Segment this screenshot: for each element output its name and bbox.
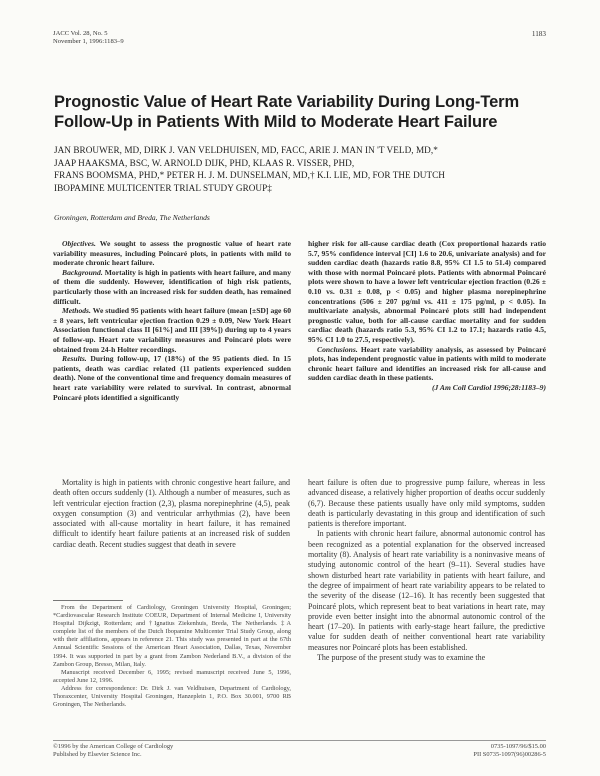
body-paragraph: Mortality is high in patients with chronic congestive heart failure, and death often occurs suddenly (1). Although a number of measures, such as left ventricular ejection fraction (2,3), plasma norepinephrine (4,5), peak oxygen consumption (3) and ventricular arrhythmias (2), have been associated with all-cause mortality in heart failure, it has remained difficult to identify heart failure patients at an increased risk of sudden cardiac death. Recent studies suggest that death in severe — [53, 478, 290, 549]
copyright-block — [53, 743, 173, 759]
bottom-divider — [53, 740, 546, 741]
footnote-affiliations: From the Department of Cardiology, Groningen University Hospital, Groningen; *Cardiovascular Research Institute COEUR, Department of Internal Medicine I, University Hospital Dijkzigt, Rotterdam; and †Ignatius Ziekenhuis, Breda, The Netherlands. ‡A complete list of the members of the Dutch Ibopamine Multicenter Trial Study Group, along with their affiliations, appears in reference 21. This study was presented in part at the 67th Annual Scientific Sessions of the American Heart Association, Dallas, Texas, November 1994. It was supported in part by a grant from Zambon Nederland B.V., a division of the Zambon Group, Bresso, Milan, Italy. — [53, 604, 291, 668]
footnote-manuscript-dates: Manuscript received December 6, 1995; revised manuscript received June 5, 1996, accepted June 12, 1996. — [53, 668, 291, 684]
abstract-column-left — [53, 239, 291, 402]
abstract-label: Conclusions. — [317, 344, 358, 354]
page-number: 1183 — [531, 30, 546, 38]
body-column-left — [53, 478, 290, 550]
abstract-text: Mortality is high in patients with heart failure, and many of them die suddenly. However, identification of high risk patients, particularly those with an increased risk for sudden death, has remained difficult. — [53, 267, 291, 306]
abstract-conclusions — [308, 345, 546, 383]
author-line: FRANS BOOMSMA, PHD,* PETER H. J. M. DUNSELMAN, MD,† K.I. LIE, MD, FOR THE DUTCH — [54, 170, 445, 180]
journal-volume: JACC Vol. 28, No. 5 — [53, 30, 108, 37]
abstract-results — [53, 354, 291, 402]
author-list — [54, 144, 574, 194]
article-title: Prognostic Value of Heart Rate Variability During Long-Term Follow-Up in Patients With Mild to Moderate Heart Failure — [54, 93, 520, 131]
abstract-label: Methods. — [62, 306, 91, 316]
abstract-text: We sought to assess the prognostic value of heart rate variability measures, including Poincaré plots, in patients with mild to moderate chronic heart failure. — [53, 239, 291, 268]
abstract-objectives — [53, 239, 291, 268]
pii-line: PII S0735-1097(96)00286-5 — [473, 750, 546, 758]
abstract-text: We studied 95 patients with heart failure (mean [±SD] age 60 ± 8 years, left ventricular ejection fraction 0.29 ± 0.09, New York Heart Association functional class II [61%] and III [39%]) during up to 4 years of follow-up. Heart rate variability measures and Poincaré plots were obtained from 24-h Holter recordings. — [53, 306, 291, 354]
author-line: JAAP HAAKSMA, BSC, W. ARNOLD DIJK, PHD, KLAAS R. VISSER, PHD, — [54, 157, 355, 168]
issn-line: 0735-1097/96/$15.00 — [490, 743, 546, 750]
body-paragraph: heart failure is often due to progressive pump failure, whereas in less advanced disease, a relatively higher proportion of deaths occur suddenly (6,7). Because these patients usually have only mild symptoms, sudden death is particularly devastating in this group and identification of such patients is therefore important. — [308, 478, 545, 529]
body-paragraph: The purpose of the present study was to examine the — [317, 653, 486, 663]
footnotes — [53, 604, 291, 709]
copyright-line: ©1996 by the American College of Cardiology — [53, 743, 174, 750]
issn-block — [430, 743, 546, 759]
footnote-correspondence: Address for correspondence: Dr. Dirk J. van Veldhuisen, Department of Cardiology, Thoraxcenter, University Hospital Groningen, Hanzeplein 1, P.O. Box 30.001, 9700 RB Groningen, The Netherlands. — [53, 684, 291, 709]
author-line: IBOPAMINE MULTICENTER TRIAL STUDY GROUP‡ — [54, 182, 272, 193]
abstract-text: Heart rate variability analysis, as assessed by Poincaré plots, has independent prognostic value in patients with mild to moderate chronic heart failure and identifies an increased risk for all-cause and sudden cardiac death in these patients. — [308, 344, 546, 383]
journal-header — [53, 30, 124, 46]
affiliation: Groningen, Rotterdam and Breda, The Netherlands — [54, 213, 210, 222]
abstract-column-right — [308, 239, 546, 393]
abstract-results-continued — [308, 239, 546, 345]
abstract-label: Objectives. — [62, 239, 96, 248]
journal-citation: (J Am Coll Cardiol 1996;28:1183–9) — [431, 382, 546, 392]
publisher-line: Published by Elsevier Science Inc. — [53, 750, 142, 758]
abstract-label: Background. — [62, 267, 103, 277]
abstract-background — [53, 268, 291, 306]
journal-date: November 1, 1996:1183–9 — [53, 38, 124, 45]
abstract-label: Results. — [62, 354, 87, 364]
author-line: JAN BROUWER, MD, DIRK J. VAN VELDHUISEN, MD, FACC, ARIE J. MAN IN 'T VELD, MD,* — [54, 145, 438, 155]
body-paragraph: In patients with chronic heart failure, abnormal autonomic control has been recognized as a potential explanation for the observed increased mortality (8). Analysis of heart rate variability is a noninvasive means of studying autonomic control of the heart (9–11). Several studies have shown disturbed heart rate variability in patients with heart failure, and the degree of impairment of heart rate variability appears to be related to the severity of the disease (12–16). It has recently been suggested that Poincaré plots, which represent beat to beat variations in heart rate, may provide even better insight into the abnormal autonomic control of the heart (17–20). In patients with early-stage heart failure, the predictive value for sudden death of neither conventional heart rate variability measures nor Poincaré plots has been established. — [308, 529, 545, 652]
footnote-divider — [53, 600, 123, 601]
abstract-text: During follow-up, 17 (18%) of the 95 patients died. In 15 patients, death was cardiac related (11 patients experienced sudden death). None of the conventional time and frequency domain measures of heart rate variability were related to survival. In contrast, abnormal Poincaré plots identified a significantly — [53, 354, 291, 402]
abstract-text: higher risk for all-cause cardiac death (Cox proportional hazards ratio 5.7, 95% confidence interval [CI] 1.6 to 20.6, univariate analysis) and for sudden cardiac death (hazards ratio 8.8, 95% CI 1.5 to 51.4) compared with those with normal Poincaré plots. Patients with abnormal Poincaré plots were shown to have a lower left ventricular ejection fraction (0.26 ± 0.10 vs. 0.31 ± 0.08, p < 0.05) and higher plasma norepinephrine concentrations (506 ± 207 pg/ml vs. 411 ± 175 pg/ml, p < 0.05). In multivariate analysis, abnormal Poincaré plots still had independent prognostic value, both for all-cause cardiac mortality and for sudden cardiac death (hazards ratio 5.3, 95% CI 1.2 to 17.1; hazards ratio 4.5, 95% CI 1.0 to 27.5, respectively). — [308, 239, 546, 344]
abstract-methods — [53, 306, 291, 354]
body-column-right — [308, 478, 545, 663]
